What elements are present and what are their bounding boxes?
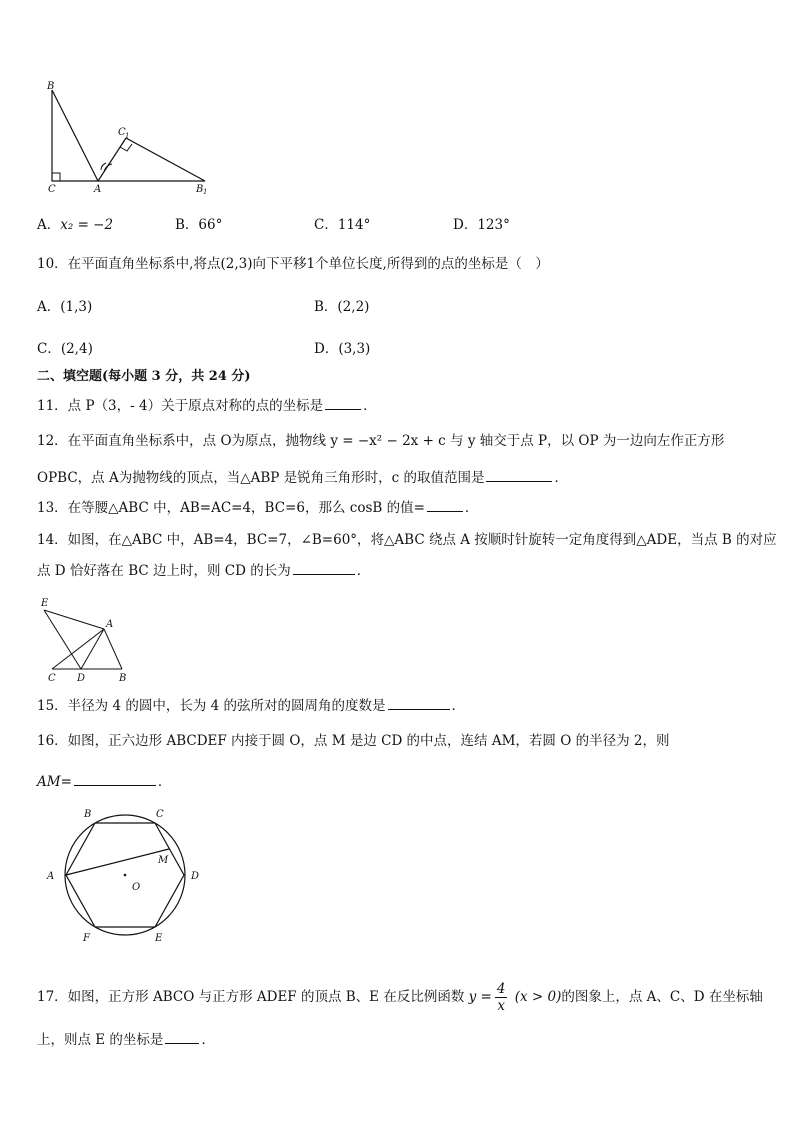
q11-text: 11．点 P（3，- 4）关于原点对称的点的坐标是: [37, 398, 324, 414]
q9-option-c[interactable]: C．114°: [314, 217, 371, 233]
q9-option-d[interactable]: D．123°: [453, 217, 510, 233]
q12-line2: OPBC，点 A为抛物线的顶点，当△ABP 是锐角三角形时，c 的取值范围是 ．: [37, 467, 568, 488]
fig14-label-C: C: [48, 673, 56, 684]
fig16-label-C: C: [156, 809, 164, 820]
fig16-label-O: O: [132, 882, 141, 893]
q17-condition: (x > 0): [514, 989, 562, 1005]
q13: 13．在等腰△ABC 中，AB=AC=4，BC=6，那么 cosB 的值= ．: [37, 497, 478, 518]
fig9-label-B1: B: [196, 184, 204, 195]
q17-func-y: y =: [468, 989, 492, 1005]
section-fill-in-header: 二、填空题(每小题 3 分，共 24 分): [37, 369, 251, 384]
q14-line1: 14．如图，在△ABC 中，AB=4，BC=7，∠B=60°，将△ABC 绕点 A 按顺时针旋转一定角度得到△ADE，当点 B 的对应: [37, 532, 777, 548]
fig9-label-A: A: [94, 184, 102, 195]
q15-text: 15．半径为 4 的圆中，长为 4 的弦所对的圆周角的度数是: [37, 698, 386, 714]
q17-line2: 上，则点 E 的坐标是 ．: [37, 1029, 215, 1050]
fig16-label-A: A: [47, 871, 55, 882]
fig9-label-C1-sub: 1: [125, 132, 130, 140]
q16-line2: AM= ．: [37, 771, 171, 792]
q17-text: 上，则点 E 的坐标是: [37, 1032, 164, 1048]
fig14-label-E: E: [41, 598, 49, 609]
q16-figure: [42, 802, 212, 948]
q9-option-a[interactable]: A．x₂ = −2: [37, 217, 114, 233]
q16-text: AM=: [37, 774, 72, 790]
q17-answer-blank[interactable]: [165, 1029, 199, 1044]
fig9-label-C1: C: [118, 127, 126, 138]
q15: 15．半径为 4 的圆中，长为 4 的弦所对的圆周角的度数是 ．: [37, 695, 465, 716]
q14-line2: 点 D 恰好落在 BC 边上时，则 CD 的长为 ．: [37, 560, 370, 581]
fig14-label-A: A: [106, 619, 114, 630]
fig16-label-E: E: [155, 933, 163, 944]
q12-line1: 12．在平面直角坐标系中，点 O为原点，抛物线 y = −x² − 2x + c 与 y 轴交于点 P，以 OP 为一边向左作正方形: [37, 433, 725, 449]
q9-option-b[interactable]: B．66°: [175, 217, 223, 233]
q10-option-a[interactable]: A．(1,3): [37, 299, 93, 315]
q17-fraction: $\frac{4}{x}$: [496, 981, 506, 1014]
fig16-label-F: F: [83, 933, 90, 944]
q10-option-d[interactable]: D．(3,3): [314, 341, 371, 357]
fig16-label-M: M: [158, 855, 169, 866]
q12-text: OPBC，点 A为抛物线的顶点，当△ABP 是锐角三角形时，c 的取值范围是: [37, 470, 485, 486]
q12-answer-blank[interactable]: [486, 467, 552, 482]
q17-text-b: 的图象上，点 A、C、D 在坐标轴: [561, 989, 763, 1005]
q13-answer-blank[interactable]: [427, 497, 463, 512]
fig14-label-D: D: [77, 673, 86, 684]
q10-stem: 10．在平面直角坐标系中,将点(2,3)向下平移1个单位长度,所得到的点的坐标是（ ）: [37, 256, 549, 272]
q11-answer-blank[interactable]: [325, 395, 361, 410]
q16-line1: 16．如图，正六边形 ABCDEF 内接于圆 O，点 M 是边 CD 的中点，连结 AM，若圆 O 的半径为 2，则: [37, 733, 670, 749]
fig9-label-B1-sub: 1: [203, 188, 208, 196]
q10-option-b[interactable]: B．(2,2): [314, 299, 370, 315]
fig14-label-B: B: [119, 673, 127, 684]
q15-answer-blank[interactable]: [388, 695, 450, 710]
fig16-label-B: B: [84, 809, 92, 820]
q9-figure: [40, 78, 220, 200]
q17-line1: [37, 981, 763, 1014]
q10-option-c[interactable]: C．(2,4): [37, 341, 93, 357]
fig9-label-C: C: [48, 184, 56, 195]
q17-text-a: 17．如图，正方形 ABCO 与正方形 ADEF 的顶点 B、E 在反比例函数: [37, 989, 465, 1005]
q13-text: 13．在等腰△ABC 中，AB=AC=4，BC=6，那么 cosB 的值=: [37, 500, 425, 516]
q14-text: 点 D 恰好落在 BC 边上时，则 CD 的长为: [37, 563, 291, 579]
q11: 11．点 P（3，- 4）关于原点对称的点的坐标是 ．: [37, 395, 377, 416]
q14-figure: [38, 594, 138, 686]
q14-answer-blank[interactable]: [293, 560, 355, 575]
q16-answer-blank[interactable]: [74, 771, 156, 786]
fig9-label-B: B: [47, 81, 55, 92]
fig16-label-D: D: [191, 871, 200, 882]
